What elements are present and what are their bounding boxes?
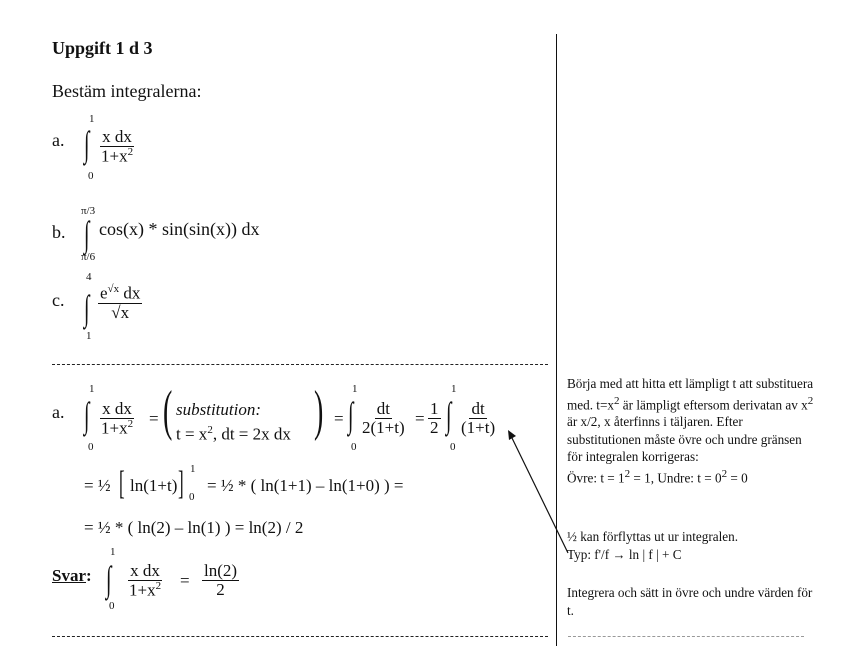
note-integrate: Integrera och sätt in övre och undre värden för t. bbox=[567, 585, 813, 618]
line2-rest: = ½ * ( ln(1+1) – ln(1+0) ) = bbox=[207, 476, 404, 495]
line2-lower: 0 bbox=[189, 491, 195, 503]
line2-prefix: = ½ bbox=[84, 476, 111, 495]
line3: = ½ * ( ln(2) – ln(1) ) = ln(2) / 2 bbox=[84, 518, 304, 537]
half-fraction: $\frac{1}{2}$ bbox=[430, 399, 439, 437]
task-a-integral-sign: ∫ bbox=[84, 124, 90, 164]
step3-integral-sign: ∫ bbox=[446, 395, 452, 435]
step3-lower: 0 bbox=[450, 441, 456, 453]
note-half-line2: Typ: f'/f → ln | f | + C bbox=[567, 546, 682, 562]
solution-label: a. bbox=[52, 402, 65, 422]
task-a-upper: 1 bbox=[89, 113, 95, 125]
substitution-box: substitution: $t = x^2$, dt = 2x dx bbox=[176, 400, 291, 444]
task-intro: Bestäm integralerna: bbox=[52, 81, 202, 101]
task-heading: Uppgift 1 d 3 bbox=[52, 38, 153, 58]
subst-open-paren: ( bbox=[163, 380, 173, 442]
solution-lhs-lower: 0 bbox=[88, 441, 94, 453]
svar-fraction: $\frac{\text{x dx}}{1+x^2}$ bbox=[129, 561, 162, 600]
task-b-label: b. bbox=[52, 222, 66, 242]
task-c-fraction bbox=[98, 284, 142, 321]
separator-bottom-right bbox=[568, 636, 804, 637]
step2-lower: 0 bbox=[351, 441, 357, 453]
step2-integral-sign: ∫ bbox=[348, 395, 354, 435]
task-a-lower: 0 bbox=[88, 170, 94, 182]
svar-upper: 1 bbox=[110, 546, 116, 558]
task-a-fraction bbox=[99, 128, 135, 165]
task-a-den: $1+x^2$ bbox=[101, 145, 134, 166]
task-b-lower: π/6 bbox=[81, 251, 96, 263]
note-substitution: Börja med att hitta ett lämpligt t att substituera med. $t=x^2$ är lämpligt eftersom derivatan av $x^2$ är x/2, x återfinns i täljaren. Efter substitutionen måste övre och undre gränsen för integralen korrigeras: Övre: $t = 1^2 = 1$, Undre: $t = 0^2 = 0$ bbox=[567, 376, 814, 486]
task-c-upper: 4 bbox=[86, 271, 92, 283]
line2-upper: 1 bbox=[190, 463, 196, 475]
svar-result: $\frac{\ln(2)}{2}$ bbox=[204, 561, 238, 599]
solution-eq-3: = bbox=[415, 409, 425, 428]
solution-lhs-integral-sign: ∫ bbox=[84, 395, 90, 435]
svar-eq: = bbox=[180, 571, 190, 590]
task-c-label: c. bbox=[52, 290, 65, 310]
line2-inner: ln(1+t) bbox=[130, 476, 178, 495]
line2-open-bracket: [ bbox=[119, 465, 125, 502]
task-c-lower: 1 bbox=[86, 330, 92, 342]
note-half-line1: ½ kan förflyttas ut ur integralen. bbox=[567, 529, 739, 544]
svar-integral-sign: ∫ bbox=[106, 559, 112, 599]
task-c-integral-sign: ∫ bbox=[84, 288, 90, 328]
step2-fraction: $\frac{dt}{2(1+t)}$ bbox=[362, 399, 405, 437]
svar-lower: 0 bbox=[109, 600, 115, 612]
step3-fraction: $\frac{dt}{(1+t)}$ bbox=[461, 399, 496, 437]
task-b-integral-sign: ∫ bbox=[84, 214, 90, 254]
task-b-upper: π/3 bbox=[81, 205, 96, 217]
svar-label-group bbox=[52, 566, 92, 586]
task-c-num: $e^{√x}$ dx bbox=[100, 283, 141, 303]
subst-close-paren: ) bbox=[314, 380, 324, 442]
separator-top-left bbox=[52, 364, 548, 365]
solution-lhs-upper: 1 bbox=[89, 383, 95, 395]
task-c-den: √x bbox=[111, 302, 130, 322]
task-b-expression: cos(x) * sin(sin(x)) dx bbox=[99, 219, 260, 239]
separator-bottom-left bbox=[52, 636, 548, 637]
solution-eq-2: = bbox=[334, 409, 344, 428]
note-half bbox=[567, 528, 817, 563]
step3-upper: 1 bbox=[451, 383, 457, 395]
arrow-line bbox=[512, 438, 568, 553]
svar-label: Svar bbox=[52, 566, 86, 585]
task-a-num: x dx bbox=[102, 127, 132, 146]
solution-lhs-fraction: $\frac{\text{x dx}}{1+x^2}$ bbox=[101, 399, 134, 438]
task-a-label: a. bbox=[52, 130, 65, 150]
line2-close-bracket: ] bbox=[178, 465, 184, 502]
solution-eq-1: = bbox=[149, 409, 159, 428]
svar-colon: : bbox=[86, 566, 92, 585]
step2-upper: 1 bbox=[352, 383, 358, 395]
